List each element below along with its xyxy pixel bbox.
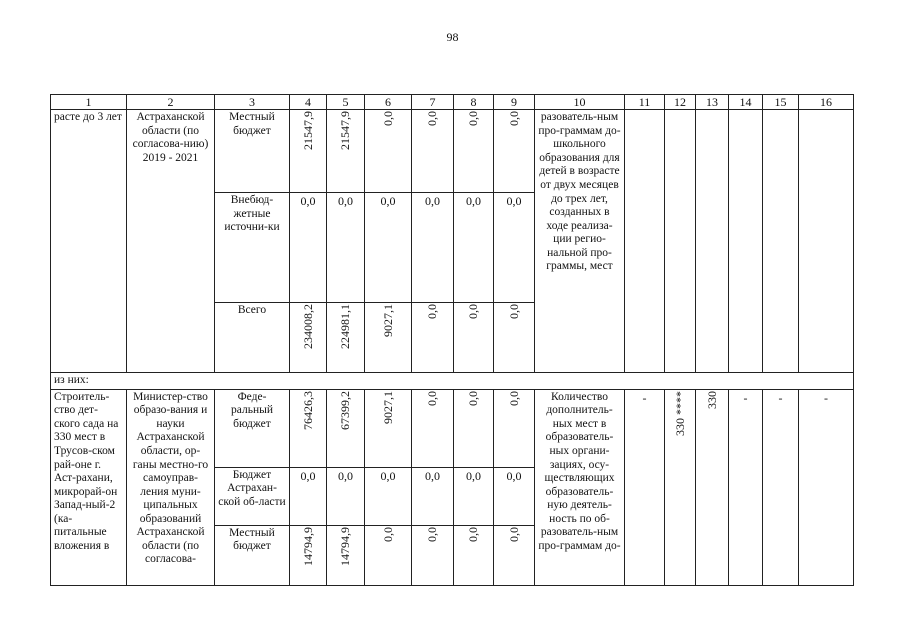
cell-col11: - — [625, 389, 665, 585]
funding-source: Внебюд-жетные источни-ки — [215, 193, 290, 303]
amount-cell: 0,0 — [365, 110, 412, 193]
table-row — [51, 373, 854, 390]
cell-col2-text: Астраханской области (по согласова-нию) 2019 - 2021 — [127, 110, 215, 373]
amount-cell: 0,0 — [412, 110, 454, 193]
cell-col16: - — [799, 389, 854, 585]
amount-cell: 9027,1 — [365, 303, 412, 373]
funding-source: Местный бюджет — [215, 525, 290, 585]
cell-col2-text: Министер-ство образо-вания и науки Астраханской области, ор-ганы местно-го самоуправ-ления муни-ципальных образований Астраханской области (по согласова- — [127, 389, 215, 585]
amount-cell: 0,0 — [412, 467, 454, 525]
column-number: 2 — [127, 95, 215, 110]
amount-cell: 0,0 — [290, 467, 327, 525]
amount-cell: 0,0 — [454, 193, 494, 303]
amount-cell: 21547,9 — [327, 110, 365, 193]
amount-cell: 0,0 — [454, 389, 494, 467]
column-number: 10 — [535, 95, 625, 110]
column-number: 6 — [365, 95, 412, 110]
amount-cell: 0,0 — [454, 525, 494, 585]
column-number-row — [51, 95, 854, 110]
amount-cell: 0,0 — [454, 303, 494, 373]
amount-cell: 9027,1 — [365, 389, 412, 467]
column-number: 5 — [327, 95, 365, 110]
column-number: 1 — [51, 95, 127, 110]
amount-cell: 224981,1 — [327, 303, 365, 373]
column-number: 8 — [454, 95, 494, 110]
funding-source: Местный бюджет — [215, 110, 290, 193]
column-number: 16 — [799, 95, 854, 110]
column-number: 7 — [412, 95, 454, 110]
column-number: 14 — [729, 95, 763, 110]
cell-col1-text: расте до 3 лет — [51, 110, 127, 373]
empty-cell — [729, 110, 763, 373]
amount-cell: 0,0 — [327, 193, 365, 303]
amount-cell: 0,0 — [494, 525, 535, 585]
funding-source: Феде-ральный бюджет — [215, 389, 290, 467]
empty-cell — [763, 110, 799, 373]
empty-cell — [625, 110, 665, 373]
cell-col15: - — [763, 389, 799, 585]
amount-cell: 0,0 — [327, 467, 365, 525]
amount-cell: 0,0 — [494, 389, 535, 467]
empty-cell — [799, 110, 854, 373]
amount-cell: 0,0 — [365, 525, 412, 585]
amount-cell: 14794,9 — [327, 525, 365, 585]
amount-cell: 0,0 — [412, 193, 454, 303]
column-number: 4 — [290, 95, 327, 110]
cell-col12: 330 **** — [665, 389, 696, 585]
cell-col13: 330 — [696, 389, 729, 585]
amount-cell: 234008,2 — [290, 303, 327, 373]
amount-cell: 0,0 — [494, 110, 535, 193]
funding-source: Бюджет Астрахан-ской об-ласти — [215, 467, 290, 525]
column-number: 9 — [494, 95, 535, 110]
amount-cell: 0,0 — [454, 110, 494, 193]
empty-cell — [696, 110, 729, 373]
column-number: 12 — [665, 95, 696, 110]
amount-cell: 76426,3 — [290, 389, 327, 467]
column-number: 11 — [625, 95, 665, 110]
amount-cell: 0,0 — [412, 525, 454, 585]
cell-col1-text: Строитель-ство дет-ского сада на 330 мест в Трусов-ском рай-оне г. Аст-рахани, микрорай-он Запад-ный-2 (ка-питальные вложения в — [51, 389, 127, 585]
column-number: 3 — [215, 95, 290, 110]
table-row — [51, 389, 854, 467]
amount-cell: 0,0 — [290, 193, 327, 303]
indicator-text: Количество дополнитель-ных мест в образователь-ных органи-зациях, осу-ществляющих образователь-ную деятель-ность по об-разователь-ным про-граммам до- — [535, 389, 625, 585]
amount-cell: 21547,9 — [290, 110, 327, 193]
column-number: 13 — [696, 95, 729, 110]
amount-cell: 0,0 — [365, 467, 412, 525]
empty-cell — [665, 110, 696, 373]
amount-cell: 0,0 — [454, 467, 494, 525]
amount-cell: 67399,2 — [327, 389, 365, 467]
amount-cell: 0,0 — [412, 389, 454, 467]
table-row — [51, 110, 854, 193]
amount-cell: 0,0 — [494, 303, 535, 373]
indicator-text: разователь-ным про-граммам до-школьного образования для детей в возрасте от двух месяцев до трех лет, созданных в ходе реализа-ции регио-нальной про-граммы, мест — [535, 110, 625, 373]
cell-col14: - — [729, 389, 763, 585]
amount-cell: 0,0 — [494, 467, 535, 525]
funding-source: Всего — [215, 303, 290, 373]
amount-cell: 0,0 — [412, 303, 454, 373]
amount-cell: 0,0 — [365, 193, 412, 303]
amount-cell: 14794,9 — [290, 525, 327, 585]
column-number: 15 — [763, 95, 799, 110]
page-number: 98 — [446, 30, 459, 44]
amount-cell: 0,0 — [494, 193, 535, 303]
budget-table — [50, 94, 854, 586]
subgroup-label: из них: — [51, 373, 854, 390]
